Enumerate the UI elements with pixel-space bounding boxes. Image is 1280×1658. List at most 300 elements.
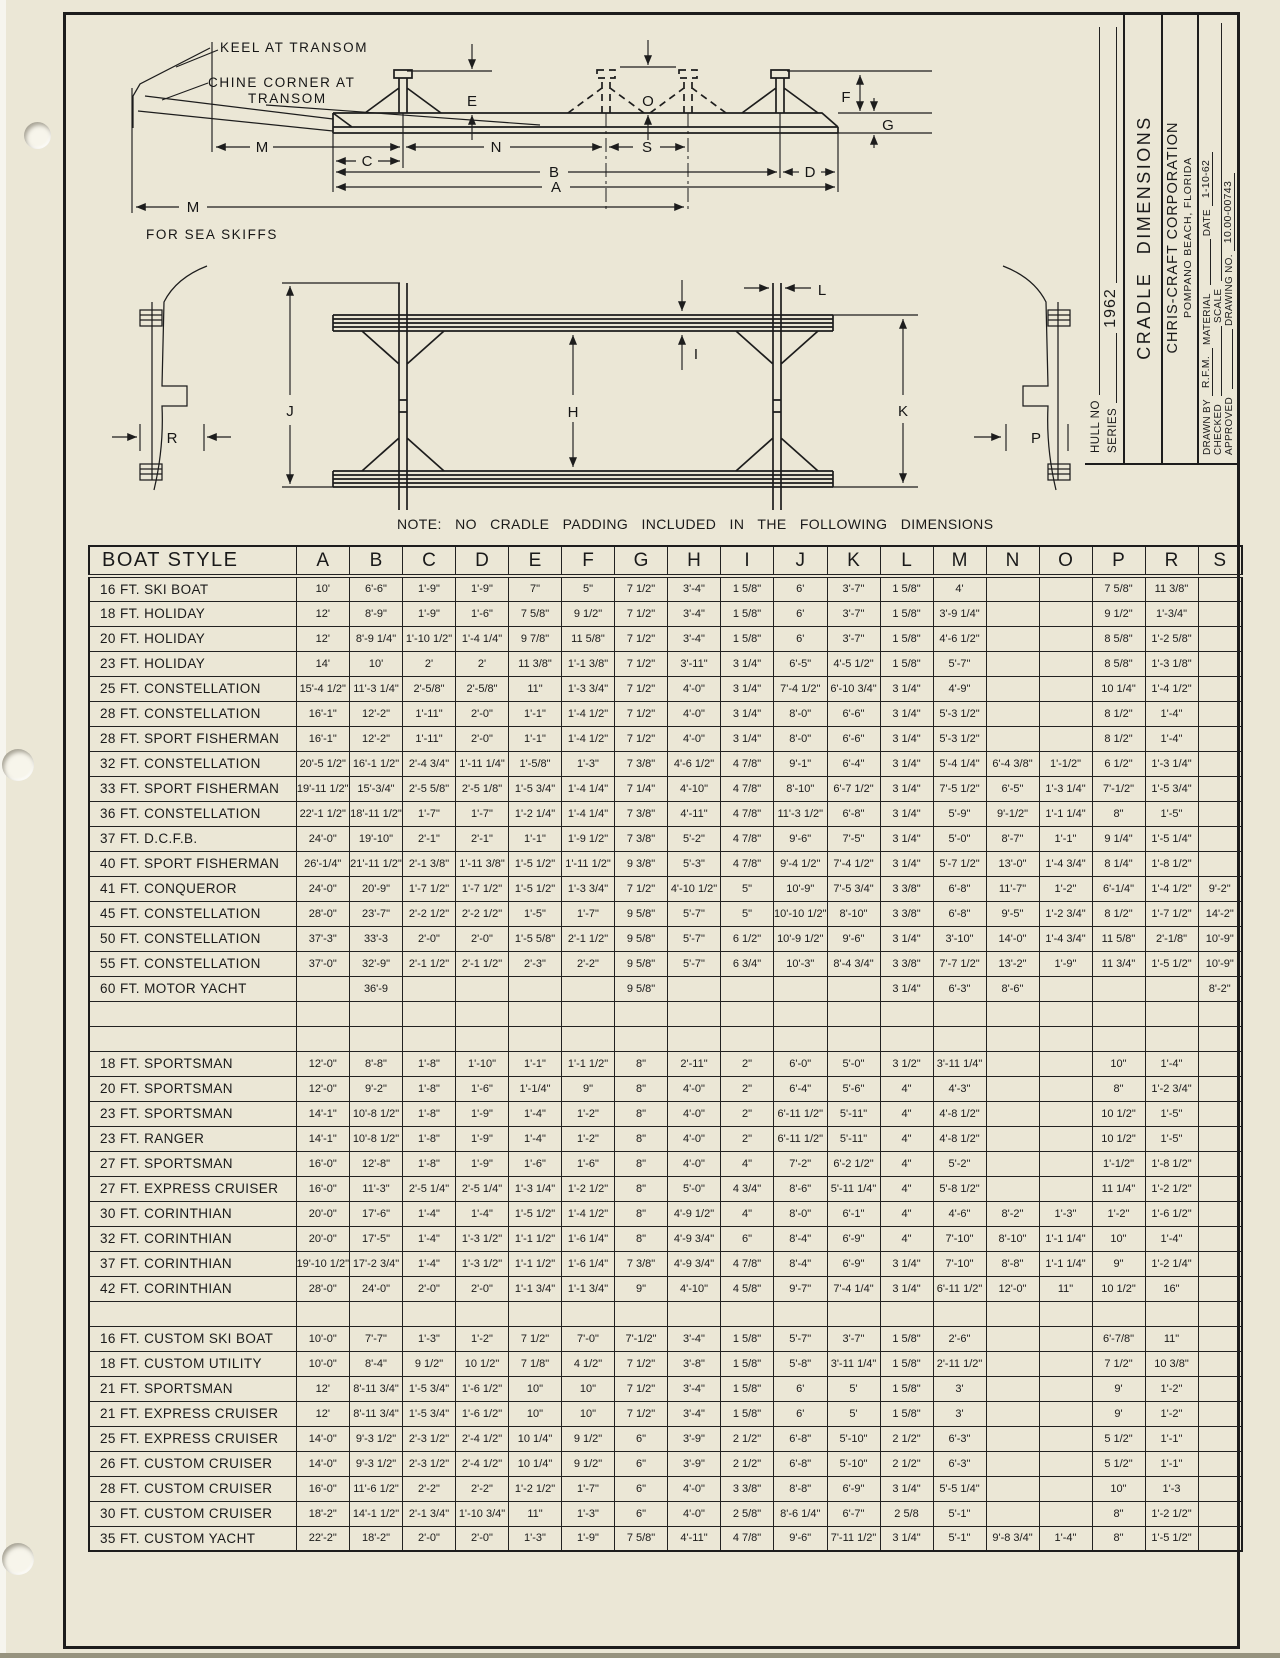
dim-cell [1145,1301,1198,1326]
dim-cell: 6 3/4" [721,951,774,976]
dim-cell [1198,801,1242,826]
dim-cell: 1'-1 1/2" [509,1251,562,1276]
dim-cell: 5' [827,1401,880,1426]
dim-cell: 5'-2" [668,826,721,851]
dim-cell: 10'-10 1/2" [774,901,828,926]
dim-cell: 10 1/2" [1092,1276,1145,1301]
dim-cell: 5'-2" [933,1151,986,1176]
dim-cell: 4 7/8" [721,1526,774,1551]
dim-cell: 5'-7" [933,651,986,676]
dim-cell: 2'-0" [456,926,509,951]
table-row [89,876,1242,901]
dim-cell [986,1076,1039,1101]
dim-cell [1198,1526,1242,1551]
dim-cell: 24'-0" [350,1276,403,1301]
dim-cell: 6 1/2" [1092,751,1145,776]
dim-cell: 11" [1145,1326,1198,1351]
dim-cell: 7 3/8" [615,801,668,826]
dim-cell: 5'-0" [668,1176,721,1201]
punch-hole [2,749,34,781]
keel-at-transom-label: KEEL AT TRANSOM [220,40,369,55]
dim-cell: 1'-5 1/2" [1145,1526,1198,1551]
dim-cell: 1'-9 1/2" [562,826,615,851]
dim-cell: 7" [509,576,562,601]
dim-cell: 1'-7" [562,1476,615,1501]
dim-cell: 11 3/8" [1145,576,1198,601]
dim-cell: 1'-4" [1145,1051,1198,1076]
col-header-i: I [721,546,774,576]
dim-cell: 8'-6 1/4" [774,1501,828,1526]
dim-cell: 1'-4" [1145,1226,1198,1251]
dim-cell: 16'-1" [296,726,350,751]
dim-cell [1039,676,1092,701]
dim-cell: 3 1/4" [880,976,933,1001]
col-header-a: A [296,546,350,576]
dim-cell: 7'-4 1/2" [774,676,828,701]
dim-cell: 9'-5" [986,901,1039,926]
table-header-row [89,546,1242,576]
dim-cell: 3 1/4" [880,1251,933,1276]
dim-cell: 1'-3 [1145,1476,1198,1501]
table-row [89,676,1242,701]
table-body [89,576,1242,1551]
dim-cell: 6' [774,1376,828,1401]
dim-cell: 11'-7" [986,876,1039,901]
dim-cell [1039,1001,1092,1026]
boat-style-cell: 18 FT. SPORTSMAN [89,1051,296,1076]
company-band [1163,12,1199,463]
dim-cell: 14'-0" [296,1426,350,1451]
dim-cell: 1'-1/4" [509,1076,562,1101]
dim-cell: 7'-0" [562,1326,615,1351]
dim-cell: 9'-6" [774,826,828,851]
dim-cell: 8" [615,1101,668,1126]
dim-cell: 1'-2" [1092,1201,1145,1226]
dim-label-b: B [548,164,560,181]
drawing-title: CRADLE DIMENSIONS [1134,115,1154,360]
dim-label-p: P [1030,430,1042,447]
dim-cell [1198,1151,1242,1176]
dim-cell: 4'-0" [668,1076,721,1101]
table-row [89,1001,1242,1026]
boat-style-cell: 23 FT. RANGER [89,1126,296,1151]
dim-cell: 9 1/2" [562,601,615,626]
dim-cell: 1'-7" [562,901,615,926]
dim-cell: 4" [880,1076,933,1101]
material-label: MATERIAL [1202,293,1213,345]
dim-cell: 9" [615,1276,668,1301]
dim-cell: 4'-0" [668,1501,721,1526]
dim-cell [774,1001,828,1026]
sea-skiffs-label: FOR SEA SKIFFS [146,227,278,242]
dim-cell: 3 1/4" [880,701,933,726]
title-block-inner [1085,12,1240,465]
dim-cell: 5'-7" [774,1326,828,1351]
dim-cell [509,1001,562,1026]
dim-cell: 13'-2" [986,951,1039,976]
dim-cell: 1'-4 3/4" [1039,926,1092,951]
dim-cell [562,976,615,1001]
dim-cell: 8'-4" [774,1251,828,1276]
dim-cell [986,1151,1039,1176]
col-header-h: H [668,546,721,576]
dim-cell: 8'-2" [1198,976,1242,1001]
dim-cell: 1'-5 1/2" [509,876,562,901]
dim-cell: 14'-1 1/2" [350,1501,403,1526]
dim-cell: 20'-5 1/2" [296,751,350,776]
dim-cell [1092,976,1145,1001]
dim-cell [456,1026,509,1051]
dim-label-e: E [466,93,478,110]
dim-cell [562,1001,615,1026]
table-row [89,1476,1242,1501]
dim-cell [1145,1026,1198,1051]
dim-cell: 2 5/8 [880,1501,933,1526]
dim-cell [1198,1001,1242,1026]
dim-cell: 1'-11" [403,701,456,726]
dim-cell: 4 7/8" [721,851,774,876]
dim-cell: 4 1/2" [562,1351,615,1376]
dim-cell [1198,601,1242,626]
dim-cell: 10 1/2" [456,1351,509,1376]
dim-cell [1039,1401,1092,1426]
dim-cell: 7'-4 1/2" [827,851,880,876]
dim-cell: 3 1/2" [880,1051,933,1076]
dim-cell [986,1101,1039,1126]
dim-cell: 14'-1" [296,1126,350,1151]
dim-cell: 1'-1 3/4" [509,1276,562,1301]
dim-cell: 8'-6" [774,1176,828,1201]
punch-hole [24,122,51,149]
dim-cell: 1'-4" [509,1126,562,1151]
dim-cell: 3 1/4" [880,726,933,751]
dim-cell: 9 1/2" [403,1351,456,1376]
dim-cell [668,1301,721,1326]
dim-cell: 3'-4" [668,1376,721,1401]
dim-cell: 5'-0" [933,826,986,851]
table-row [89,1401,1242,1426]
dim-cell: 1 5/8" [880,651,933,676]
dim-cell: 1'-2 1/4" [1145,1251,1198,1276]
dim-cell: 1'-6" [562,1151,615,1176]
dim-cell: 1'-4" [509,1101,562,1126]
dim-cell [1198,1251,1242,1276]
dim-cell: 1'-4" [403,1201,456,1226]
plan-view [112,266,1070,510]
dim-cell: 7 1/2" [509,1326,562,1351]
dim-cell: 5' [827,1376,880,1401]
dim-cell: 8" [615,1201,668,1226]
dim-cell: 10" [1092,1226,1145,1251]
dim-cell: 2'-1" [456,826,509,851]
dim-cell [880,1001,933,1026]
dim-cell: 1'-3 1/4" [509,1176,562,1201]
dim-cell: 5'-1" [933,1501,986,1526]
boat-style-cell [89,1001,296,1026]
dim-cell [1198,1376,1242,1401]
boat-style-cell: 27 FT. SPORTSMAN [89,1151,296,1176]
dim-cell: 10'-9" [774,876,828,901]
dim-cell [721,1301,774,1326]
dim-cell: 1'-6" [509,1151,562,1176]
dim-cell: 2'-4 1/2" [456,1426,509,1451]
dim-cell: 7 3/8" [615,1251,668,1276]
dim-cell: 3'-4" [668,1401,721,1426]
dim-cell: 1 5/8" [721,601,774,626]
dim-cell: 7 1/2" [615,576,668,601]
dim-cell: 6" [615,1501,668,1526]
boat-style-cell: 20 FT. SPORTSMAN [89,1076,296,1101]
dim-cell: 4 7/8" [721,1251,774,1276]
boat-style-cell: 37 FT. D.C.F.B. [89,826,296,851]
dim-cell: 16'-0" [296,1176,350,1201]
dim-cell: 1'-8 1/2" [1145,1151,1198,1176]
dim-cell [1198,1351,1242,1376]
boat-style-cell: 23 FT. HOLIDAY [89,651,296,676]
dim-cell [1198,1076,1242,1101]
dim-cell: 1'-4" [1039,1526,1092,1551]
dim-cell [1198,676,1242,701]
dim-cell: 4'-0" [668,676,721,701]
table-row [89,751,1242,776]
boat-style-cell: 28 FT. SPORT FISHERMAN [89,726,296,751]
dim-cell: 8'-10" [774,776,828,801]
dim-cell: 1'-10 1/2" [403,626,456,651]
approved-rule [1232,329,1233,389]
dim-cell: 8'-7" [986,826,1039,851]
dim-cell: 8" [1092,1501,1145,1526]
dim-cell: 6'-8" [933,876,986,901]
dim-cell: 3'-7" [827,1326,880,1351]
dim-cell: 3'-7" [827,626,880,651]
dim-cell: 37'-3" [296,926,350,951]
dim-cell: 1'-4 1/4" [562,776,615,801]
dim-cell: 9 5/8" [615,976,668,1001]
dim-cell [986,1051,1039,1076]
dim-cell: 2'-11" [668,1051,721,1076]
dim-cell: 8'-11 3/4" [350,1401,403,1426]
dim-label-c: C [361,153,373,170]
dim-cell: 7'-5" [827,826,880,851]
boat-style-cell: 21 FT. EXPRESS CRUISER [89,1401,296,1426]
dim-cell: 3 1/4" [880,851,933,876]
dim-cell: 4'-10" [668,776,721,801]
dim-cell: 2 5/8" [721,1501,774,1526]
dim-cell [615,1001,668,1026]
dim-cell: 3 1/4" [880,1476,933,1501]
dim-cell: 4'-3" [933,1076,986,1101]
dim-cell: 1'-3" [562,751,615,776]
dim-cell: 2'-3 1/2" [403,1426,456,1451]
dim-cell: 1'-2 1/2" [562,1176,615,1201]
dim-cell: 8'-0" [774,701,828,726]
dim-cell: 10 1/4" [509,1451,562,1476]
dim-cell: 10'-9" [1198,926,1242,951]
dim-cell [986,1501,1039,1526]
dim-cell: 9 3/8" [615,851,668,876]
dim-cell [1198,1426,1242,1451]
dim-cell: 3'-4" [668,576,721,601]
dim-cell: 20'-0" [296,1201,350,1226]
dim-cell [1198,851,1242,876]
dimensions-table [88,545,1243,1552]
boat-style-cell: 28 FT. CUSTOM CRUISER [89,1476,296,1501]
hull-no-rule [1099,27,1100,395]
dim-cell: 2 1/2" [721,1451,774,1476]
dim-cell [986,1476,1039,1501]
dim-cell [403,1301,456,1326]
dim-cell: 3 1/4" [721,651,774,676]
dim-cell: 8'-9 1/4" [350,626,403,651]
dim-cell: 4" [880,1201,933,1226]
dim-cell: 3' [933,1401,986,1426]
dim-cell: 1 5/8" [880,626,933,651]
dim-cell: 9'-3 1/2" [350,1426,403,1451]
dim-cell: 6' [774,576,828,601]
dim-label-r: R [166,430,178,447]
boat-style-cell: 18 FT. CUSTOM UTILITY [89,1351,296,1376]
dim-cell [296,1001,350,1026]
dim-cell: 9'-1" [774,751,828,776]
transom-section-left [152,266,207,490]
dim-cell: 2'-2" [456,1476,509,1501]
dim-cell: 2'-6" [933,1326,986,1351]
dim-cell: 2'-5/8" [456,676,509,701]
dim-cell: 2'-1 1/2" [403,951,456,976]
dim-cell: 1'-1 1/2" [562,1051,615,1076]
scan-edge-left [0,0,6,1658]
dim-cell: 6" [615,1476,668,1501]
dim-cell [350,1301,403,1326]
dim-cell: 1'-10 3/4" [456,1501,509,1526]
dim-cell: 1'-8 1/2" [1145,851,1198,876]
dim-cell: 1'-1" [1039,826,1092,851]
dim-cell: 12'-0" [986,1276,1039,1301]
dim-cell: 5" [721,876,774,901]
dim-cell [1198,1176,1242,1201]
dim-cell: 16'-0" [296,1151,350,1176]
dim-cell: 1'-2" [1039,876,1092,901]
dim-cell: 6'-8" [774,1451,828,1476]
dim-cell: 9'-6" [827,926,880,951]
dim-cell: 2'-1" [403,826,456,851]
dim-cell: 2'-2 1/2" [456,901,509,926]
dim-cell: 5'-7 1/2" [933,851,986,876]
dim-cell: 1 5/8" [721,626,774,651]
dim-cell: 15'-3/4" [350,776,403,801]
boat-style-cell: 42 FT. CORINTHIAN [89,1276,296,1301]
dim-cell: 9 1/2" [1092,601,1145,626]
dim-cell: 6'-1/4" [1092,876,1145,901]
dim-cell: 1'-4 1/2" [562,1201,615,1226]
table-row [89,801,1242,826]
dim-cell: 11'-3" [350,1176,403,1201]
dim-cell: 19'-11 1/2" [296,776,350,801]
dim-cell [986,1351,1039,1376]
dim-cell: 6'-11 1/2" [774,1126,828,1151]
dim-cell: 2'-11 1/2" [933,1351,986,1376]
dim-cell: 7 1/2" [615,876,668,901]
dim-cell [296,1026,350,1051]
dim-cell: 2'-2 1/2" [403,901,456,926]
dim-cell: 16'-0" [296,1476,350,1501]
dim-cell: 1'-3 1/8" [1145,651,1198,676]
dim-cell: 1'-3 1/2" [456,1226,509,1251]
dim-cell: 21'-11 1/2" [350,851,403,876]
boat-style-cell: 35 FT. CUSTOM YACHT [89,1526,296,1551]
col-header-k: K [827,546,880,576]
dim-cell: 6'-2 1/2" [827,1151,880,1176]
table-row [89,626,1242,651]
date-label: DATE [1202,209,1213,237]
dim-cell: 1'-3 1/4" [1039,776,1092,801]
dim-cell: 12' [296,626,350,651]
dim-cell: 4'-10 1/2" [668,876,721,901]
dim-cell: 5'-1" [933,1526,986,1551]
dim-cell: 2'-0" [456,726,509,751]
dim-cell: 4'-8 1/2" [933,1126,986,1151]
table-row [89,1451,1242,1476]
dim-cell: 1'-6 1/2" [456,1401,509,1426]
dim-cell: 9'-8 3/4" [986,1526,1039,1551]
dim-cell: 8'-0" [774,1201,828,1226]
dim-cell [1198,1051,1242,1076]
dim-cell [1198,726,1242,751]
table-row [89,1051,1242,1076]
dim-cell: 1'-1" [1145,1426,1198,1451]
table-row [89,1076,1242,1101]
dim-cell: 10 1/4" [1092,676,1145,701]
dim-cell: 2 1/2" [880,1451,933,1476]
dim-cell: 1'-5 1/2" [509,1201,562,1226]
dim-cell: 1'-9" [1039,951,1092,976]
dim-cell [986,701,1039,726]
dim-cell: 8'-4" [350,1351,403,1376]
dim-cell: 7'-11 1/2" [827,1526,880,1551]
hull-series-band [1085,12,1125,463]
dim-cell: 2'-0" [403,926,456,951]
dim-cell [1198,776,1242,801]
dim-cell: 2'-1 1/2" [456,951,509,976]
dim-cell: 7 1/2" [615,1401,668,1426]
table-row [89,1276,1242,1301]
dim-cell: 1'-5 3/4" [1145,776,1198,801]
dim-cell [1039,1451,1092,1476]
admin-band [1199,12,1238,463]
dim-cell [1039,1476,1092,1501]
dim-cell: 10'-8 1/2" [350,1126,403,1151]
dim-cell: 1'-5" [1145,1101,1198,1126]
dim-cell: 12'-8" [350,1151,403,1176]
dim-cell: 14'-1" [296,1101,350,1126]
dim-cell: 2'-0" [456,1276,509,1301]
dim-cell [827,1301,880,1326]
boat-style-cell: 32 FT. CORINTHIAN [89,1226,296,1251]
col-header-o: O [1039,546,1092,576]
dim-cell [1039,1076,1092,1101]
dim-cell: 1'-5 1/2" [509,851,562,876]
dim-cell [986,1301,1039,1326]
dim-cell: 7 1/2" [1092,1351,1145,1376]
dim-label-o: O [642,93,654,110]
dim-cell: 1'-3 1/2" [456,1251,509,1276]
dim-cell: 4" [880,1151,933,1176]
dim-cell: 1'-7 1/2" [403,876,456,901]
dim-cell: 2'-5 1/8" [456,776,509,801]
dim-cell: 3'-8" [668,1351,721,1376]
boat-style-cell: 25 FT. CONSTELLATION [89,676,296,701]
dim-cell: 11 1/4" [1092,1176,1145,1201]
